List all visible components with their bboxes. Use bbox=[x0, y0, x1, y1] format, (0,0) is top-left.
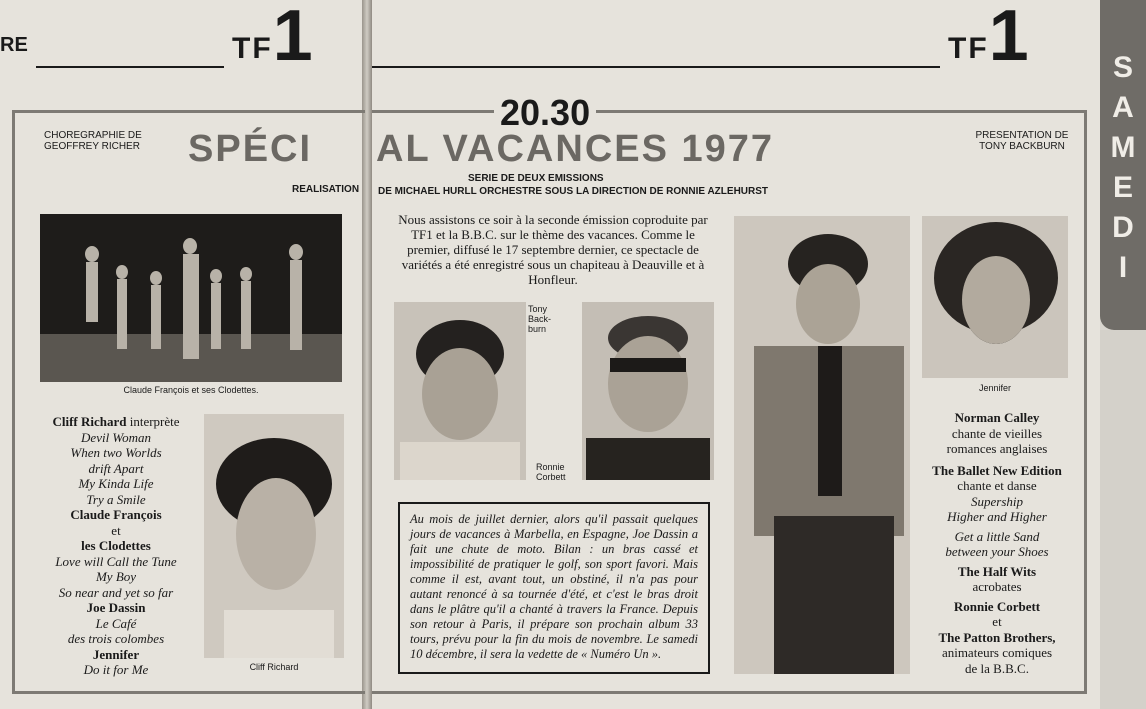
choreography-credit: CHOREGRAPHIE DE GEOFFREY RICHER bbox=[44, 130, 142, 152]
tab-letter: M bbox=[1110, 131, 1136, 164]
intro-paragraph: Nous assistons ce soir à la seconde émission coproduite par TF1 et la B.B.C. sur le thème des vacances. Comme le premier, diffusé le 17 septembre dernier, ce spectacle de variétés a été enregistré sous un chapiteau à Deauville et à Honfleur. bbox=[398, 212, 708, 287]
tab-letter: E bbox=[1112, 171, 1133, 204]
show-title-right: AL VACANCES 1977 bbox=[376, 128, 775, 170]
ronnie-corbett-photo bbox=[582, 302, 714, 480]
song-title: Devil Woman bbox=[81, 429, 151, 445]
song-title: Higher and Higher bbox=[947, 509, 1047, 524]
clodettes-caption: Claude François et ses Clodettes. bbox=[123, 385, 259, 395]
song-title: My Boy bbox=[95, 569, 137, 584]
joe-dassin-note: Au mois de juillet dernier, alors qu'il passait quelques jours de vacances à Marbella, en Espagne, Joe Dassin a fait une chute de moto. Bilan : un bras cassé et impossibilité de pratiquer le golf, son sport favori. Mais comme il est, avant tout, un obstiné, il n'a pas pour autant renoncé à sa tournée d'été, et c'est le bras droit dans le plâtre qu'il a chanté à travers la France. Depuis son retour à Paris, il prépare son prochain album 33 tours, prévu pour la fin du mois de novembre. Le samedi 10 décembre, il sera la vedette de « Numéro Un ». bbox=[398, 502, 710, 674]
artist-role: animateurs comiques bbox=[941, 645, 1053, 660]
left-program bbox=[34, 414, 198, 678]
tab-letter: D bbox=[1112, 211, 1134, 244]
show-title-left: SPÉCI bbox=[188, 128, 313, 170]
logo-letters: TF bbox=[232, 32, 273, 65]
tony-caption: Tony Back-burn bbox=[528, 304, 552, 334]
artist-name: Ronnie Corbett bbox=[953, 598, 1041, 614]
song-title: So near and yet so far bbox=[58, 584, 174, 600]
presentation-credit: PRESENTATION DE TONY BACKBURN bbox=[975, 130, 1069, 152]
artist-name: les Clodettes bbox=[81, 538, 151, 553]
day-tab bbox=[1100, 0, 1146, 330]
song-title: Do it for Me bbox=[83, 662, 149, 677]
right-program bbox=[918, 410, 1076, 676]
artist-name: Cliff Richard bbox=[52, 414, 127, 429]
left-tf1-logo bbox=[232, 0, 313, 76]
cliff-richard-photo bbox=[204, 414, 344, 658]
artist-role: chante et danse bbox=[957, 478, 1037, 493]
series-note: SERIE DE DEUX EMISSIONS bbox=[468, 173, 604, 184]
song-title: Get a little Sand bbox=[954, 528, 1040, 544]
right-tf1-logo bbox=[948, 0, 1029, 76]
artist-name: Norman Calley bbox=[954, 410, 1040, 425]
artist-role: chante de vieilles bbox=[951, 425, 1043, 441]
artist-name: Joe Dassin bbox=[86, 600, 146, 615]
artist-name: Jennifer bbox=[92, 646, 140, 662]
ronnie-caption: Ronnie Corbett bbox=[536, 462, 566, 482]
section-label: RE bbox=[0, 34, 28, 56]
artist-name: Claude François bbox=[70, 507, 162, 522]
artist-role: romances anglaises bbox=[946, 441, 1048, 456]
artist-name: The Ballet New Edition bbox=[932, 462, 1062, 478]
artist-role: acrobates bbox=[972, 579, 1022, 594]
right-header-rule bbox=[372, 66, 940, 68]
adjacent-page-strip bbox=[1100, 330, 1146, 709]
portrait-image bbox=[204, 414, 344, 658]
logo-number: 1 bbox=[272, 0, 313, 76]
logo-letters: TF bbox=[948, 32, 989, 65]
tony-backburn-photo bbox=[394, 302, 526, 480]
song-title: Supership bbox=[971, 493, 1023, 509]
conjunction: et bbox=[111, 522, 121, 538]
portrait-image bbox=[922, 216, 1068, 378]
dancers-image bbox=[40, 214, 342, 382]
logo-number: 1 bbox=[988, 0, 1029, 76]
left-header-rule bbox=[36, 66, 224, 68]
song-title: Love will Call the Tune bbox=[55, 553, 177, 569]
cliff-entry bbox=[34, 414, 198, 430]
realisation-label: REALISATION bbox=[292, 184, 360, 195]
artist-role: interprète bbox=[129, 414, 180, 429]
show-time: 20.30 bbox=[494, 92, 596, 134]
portrait-image bbox=[394, 302, 526, 480]
song-title: My Kinda Life bbox=[78, 476, 154, 491]
song-title: drift Apart bbox=[88, 460, 144, 476]
conjunction: et bbox=[992, 614, 1002, 629]
tab-letter: A bbox=[1112, 91, 1134, 124]
artist-role: de la B.B.C. bbox=[965, 660, 1029, 676]
portrait-image bbox=[734, 216, 910, 674]
jennifer-caption: Jennifer bbox=[978, 383, 1012, 393]
production-credits: DE MICHAEL HURLL ORCHESTRE SOUS LA DIRECTION DE RONNIE AZLEHURST bbox=[378, 186, 769, 197]
jennifer-photo bbox=[922, 216, 1068, 378]
song-title: Le Café bbox=[95, 615, 137, 631]
artist-name: The Patton Brothers, bbox=[938, 629, 1056, 645]
song-title: between your Shoes bbox=[945, 544, 1049, 559]
portrait-image bbox=[582, 302, 714, 480]
tab-letter: S bbox=[1112, 51, 1133, 84]
artist-name: The Half Wits bbox=[957, 563, 1037, 579]
joe-dassin-photo bbox=[734, 216, 910, 674]
song-title: des trois colombes bbox=[67, 631, 165, 646]
cliff-caption: Cliff Richard bbox=[249, 662, 299, 672]
song-title: When two Worlds bbox=[70, 445, 162, 460]
tab-letter: I bbox=[1118, 251, 1128, 284]
song-title: Try a Smile bbox=[86, 491, 146, 507]
clodettes-photo bbox=[40, 214, 342, 382]
